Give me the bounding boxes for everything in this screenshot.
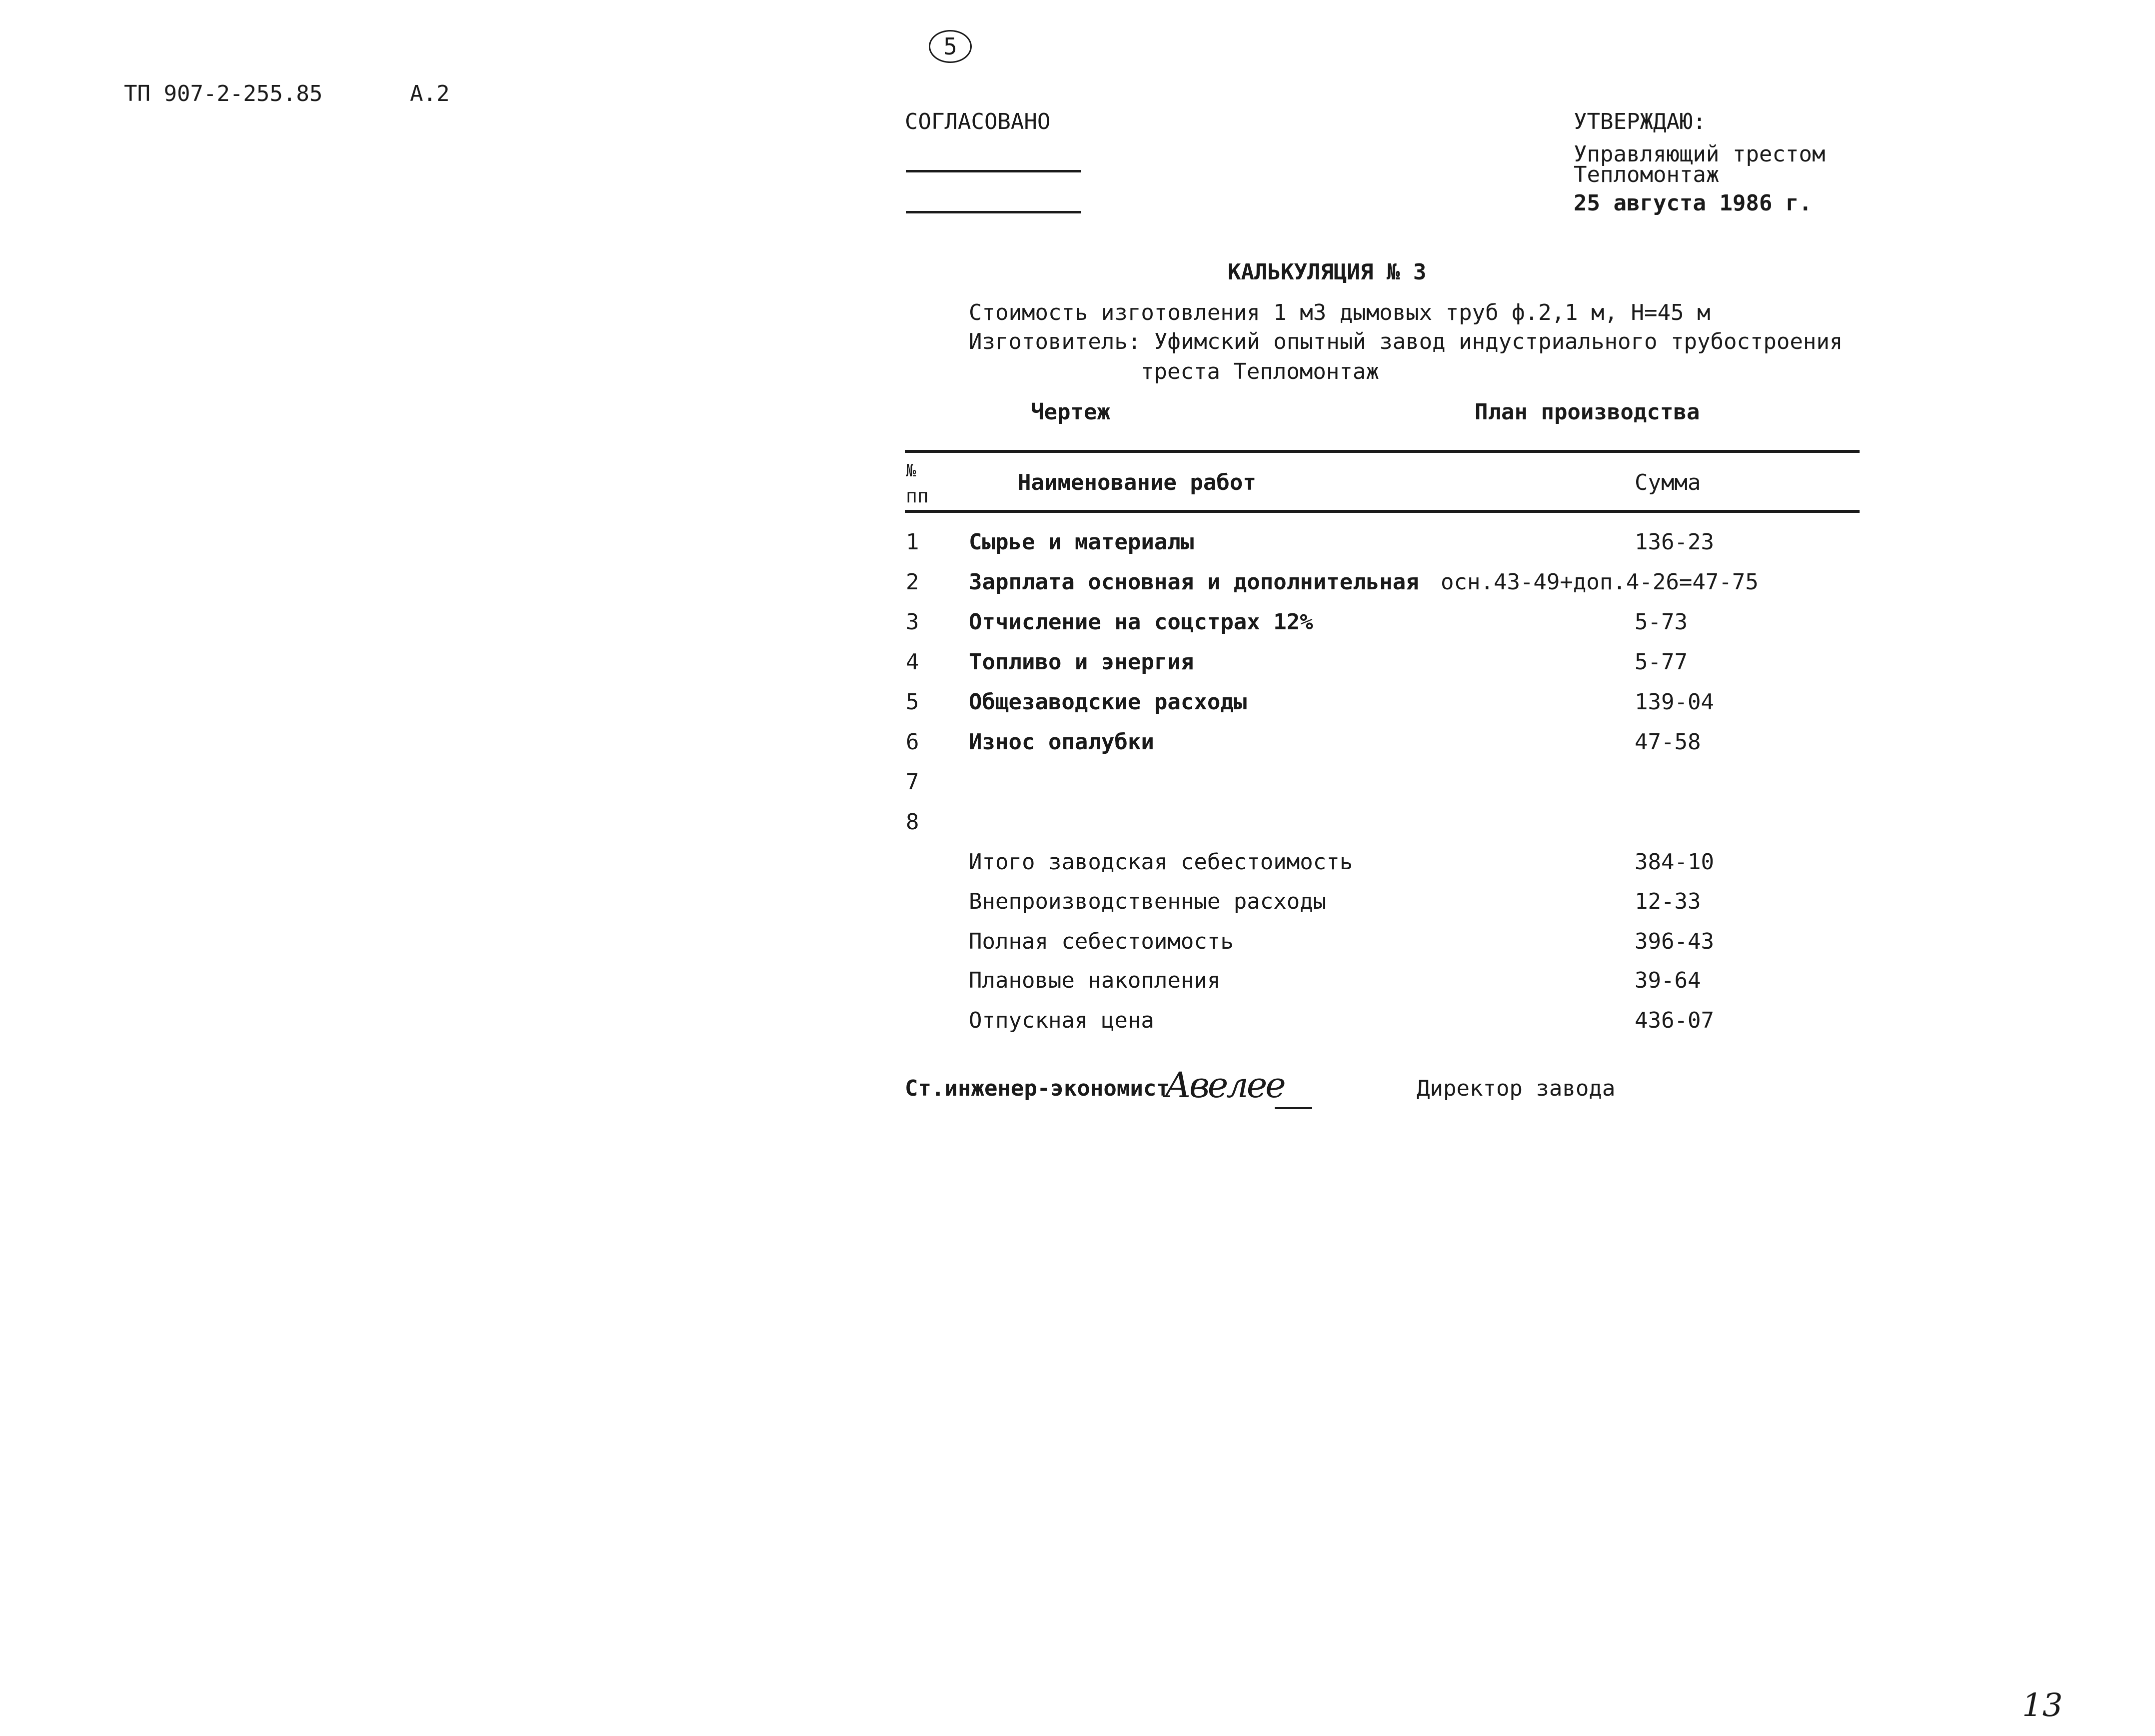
col-header-num-top: № (906, 461, 916, 481)
row-sum: 47-58 (1635, 729, 1701, 755)
row-name: Отчисление на соцстрах 12% (969, 609, 1313, 635)
total-name: Внепроизводственные расходы (969, 889, 1327, 914)
maker-line-2: треста Тепломонтаж (1141, 359, 1379, 384)
signature-underline (1275, 1107, 1312, 1109)
engineer-signature: Авелее (1165, 1065, 1284, 1106)
table-row (906, 531, 1856, 556)
col-header-sum: Сумма (1635, 470, 1701, 495)
plan-label: План производства (1475, 399, 1700, 425)
table-top-rule (905, 450, 1860, 453)
row-sum: 5-73 (1635, 609, 1688, 635)
drawing-label: Чертеж (1031, 399, 1110, 425)
row-number: 8 (906, 809, 919, 835)
engineer-label: Ст.инженер-экономист (905, 1076, 1170, 1101)
row-number: 2 (906, 569, 919, 595)
total-row (969, 1010, 1869, 1035)
table-row (906, 731, 1856, 756)
table-row (906, 771, 1856, 796)
row-number: 4 (906, 649, 919, 675)
approved-date: 25 августа 1986 г. (1574, 190, 1812, 216)
cost-line: Стоимость изготовления 1 м3 дымовых труб ф.2,1 м, Н=45 м (969, 300, 1711, 325)
approved-position-line1: Управляющий трестом (1574, 141, 1826, 167)
agreed-label: СОГЛАСОВАНО (905, 109, 1051, 134)
page-circle-number: 5 (929, 30, 972, 63)
row-name: Сырье и материалы (969, 529, 1194, 555)
total-row (969, 970, 1869, 995)
row-name: Износ опалубки (969, 729, 1154, 755)
total-name: Отпускная цена (969, 1008, 1154, 1033)
col-header-name: Наименование работ (1018, 470, 1256, 495)
row-number: 3 (906, 609, 919, 635)
table-row (906, 611, 1856, 636)
maker-line: Изготовитель: Уфимский опытный завод индустриального трубостроения (969, 329, 1843, 354)
col-header-num-bottom: пп (906, 485, 929, 507)
document-title: КАЛЬКУЛЯЦИЯ № 3 (1228, 259, 1427, 285)
row-number: 5 (906, 689, 919, 715)
album-code: А.2 (410, 81, 450, 106)
total-row (969, 851, 1869, 876)
row-sum: 136-23 (1635, 529, 1714, 555)
approved-position-line2: Тепломонтаж (1574, 162, 1720, 187)
table-row (906, 651, 1856, 676)
table-header-rule (905, 510, 1860, 513)
total-name: Полная себестоимость (969, 929, 1234, 954)
row-name: Общезаводские расходы (969, 689, 1247, 715)
total-row (969, 891, 1869, 916)
table-row (906, 811, 1856, 836)
total-sum: 384-10 (1635, 849, 1714, 875)
total-sum: 12-33 (1635, 889, 1701, 914)
total-sum: 396-43 (1635, 929, 1714, 954)
page-number: 13 (2022, 1687, 2063, 1724)
row-number: 1 (906, 529, 919, 555)
agreed-signature-line-2 (906, 211, 1081, 213)
row-extra: осн.43-49+доп.4-26=47-75 (1441, 569, 1759, 595)
total-sum: 436-07 (1635, 1008, 1714, 1033)
approved-label: УТВЕРЖДАЮ: (1574, 109, 1706, 134)
doc-code: ТП 907-2-255.85 (124, 81, 323, 106)
row-name: Топливо и энергия (969, 649, 1194, 675)
table-row (906, 571, 1856, 596)
row-sum: 139-04 (1635, 689, 1714, 715)
row-sum: 5-77 (1635, 649, 1688, 675)
table-row (906, 691, 1856, 716)
total-sum: 39-64 (1635, 968, 1701, 993)
total-name: Итого заводская себестоимость (969, 849, 1353, 875)
agreed-signature-line-1 (906, 170, 1081, 172)
total-row (969, 931, 1869, 956)
total-name: Плановые накопления (969, 968, 1221, 993)
director-label: Директор завода (1417, 1076, 1616, 1101)
row-name: Зарплата основная и дополнительная (969, 569, 1419, 595)
row-number: 7 (906, 769, 919, 795)
row-number: 6 (906, 729, 919, 755)
